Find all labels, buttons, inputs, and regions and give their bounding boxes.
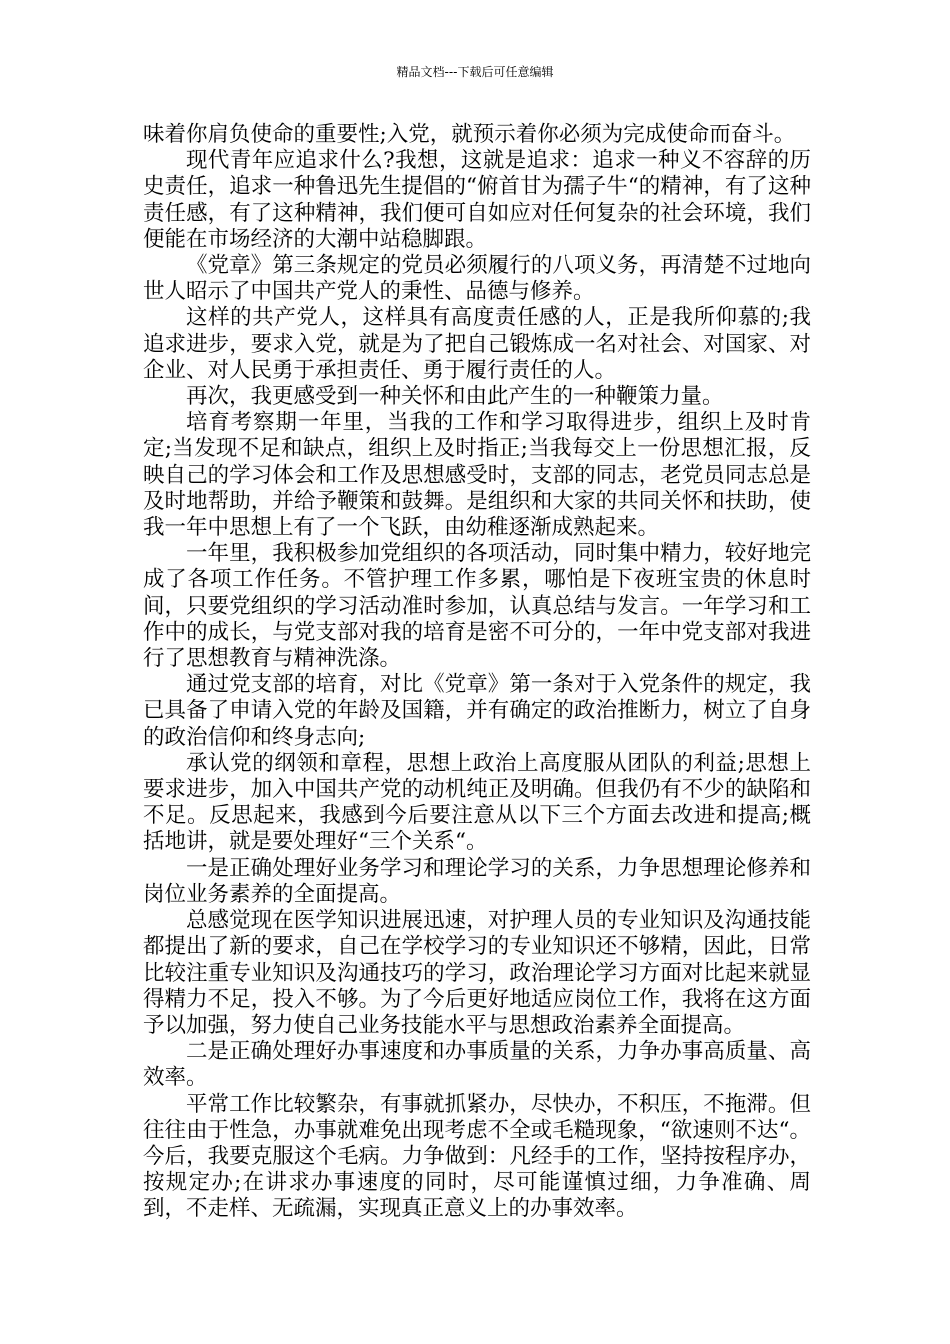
paragraph: 二是正确处理好办事速度和办事质量的关系，力争办事高质量、高效率。	[143, 1039, 811, 1091]
paragraph: 一是正确处理好业务学习和理论学习的关系，力争思想理论修养和岗位业务素养的全面提高。	[143, 855, 811, 907]
page-header: 精品文档---下载后可任意编辑	[396, 65, 554, 79]
paragraph: 一年里，我积极参加党组织的各项活动，同时集中精力，较好地完成了各项工作任务。不管护理工作多累，哪怕是下夜班宝贵的休息时间，只要党组织的学习活动准时参加，认真总结与发言。一年学习和工作中的成长，与党支部对我的培育是密不可分的，一年中党支部对我进行了思想教育与精神洗涤。	[143, 541, 811, 672]
paragraph: 味着你肩负使命的重要性;入党，就预示着你必须为完成使命而奋斗。	[143, 122, 796, 147]
paragraph: 承认党的纲领和章程，思想上政治上高度服从团队的利益;思想上要求进步，加入中国共产党的动机纯正及明确。但我仍有不少的缺陷和不足。反思起来，我感到今后要注意从以下三个方面去改进和提高;概括地讲，就是要处理好“三个关系“。	[143, 750, 811, 855]
document-body	[143, 122, 811, 1223]
paragraph: 现代青年应追求什么?我想，这就是追求：追求一种义不容辞的历史责任，追求一种鲁迅先生提倡的“俯首甘为孺子牛“的精神，有了这种责任感，有了这种精神，我们便可自如应对任何复杂的社会环境，我们便能在市场经济的大潮中站稳脚跟。	[143, 148, 811, 252]
paragraph: 再次，我更感受到一种关怀和由此产生的一种鞭策力量。	[186, 384, 724, 410]
paragraph: 平常工作比较繁杂，有事就抓紧办，尽快办，不积压，不拖滞。但往往由于性急，办事就难免出现考虑不全或毛糙现象，“欲速则不达“。今后，我要克服这个毛病。力争做到：凡经手的工作，坚持按程序办，按规定办;在讲求办事速度的同时，尽可能谨慎过细，力争准确、周到，不走样、无疏漏，实现真正意义上的办事效率。	[143, 1091, 811, 1222]
paragraph: 《党章》第三条规定的党员必须履行的八项义务，再清楚不过地向世人昭示了中国共产党人的秉性、品德与修养。	[143, 253, 811, 305]
paragraph: 总感觉现在医学知识进展迅速，对护理人员的专业知识及沟通技能都提出了新的要求，自己在学校学习的专业知识还不够精，因此，日常比较注重专业知识及沟通技巧的学习，政治理论学习方面对比起来就显得精力不足，投入不够。为了今后更好地适应岗位工作，我将在这方面予以加强，努力使自己业务技能水平与思想政治素养全面提高。	[143, 908, 811, 1038]
paragraph: 这样的共产党人，这样具有高度责任感的人，正是我所仰慕的;我追求进步，要求入党，就是为了把自己锻炼成一名对社会、对国家、对企业、对人民勇于承担责任、勇于履行责任的人。	[143, 305, 811, 383]
paragraph: 通过党支部的培育，对比《党章》第一条对于入党条件的规定，我已具备了申请入党的年龄及国籍，并有确定的政治推断力，树立了自身的政治信仰和终身志向;	[143, 672, 811, 750]
paragraph: 培育考察期一年里，当我的工作和学习取得进步，组织上及时肯定;当发现不足和缺点，组织上及时指正;当我每交上一份思想汇报，反映自己的学习体会和工作及思想感受时，支部的同志，老党员同志总是及时地帮助，并给予鞭策和鼓舞。是组织和大家的共同关怀和扶助，使我一年中思想上有了一个飞跃，由幼稚逐渐成熟起来。	[143, 410, 811, 541]
